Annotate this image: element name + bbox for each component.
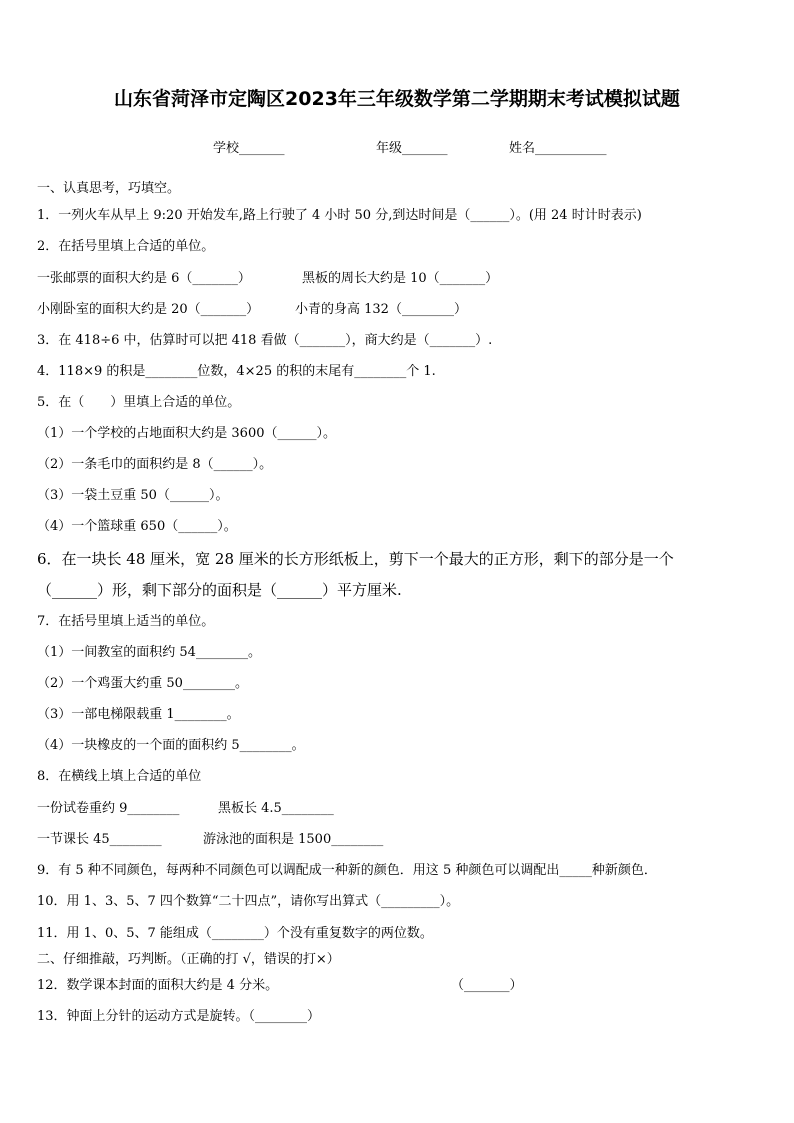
question-9: 9．有 5 种不同颜色，每两种不同颜色可以调配成一种新的颜色．用这 5 种颜色可以调配出_____种新颜色．: [37, 863, 657, 878]
question-8-item-blackboard: 黑板长 4.5________: [218, 801, 334, 816]
question-2-item-height: 小青的身高 132（________）: [295, 302, 467, 317]
question-11: 11．用 1、0、5、7 能组成（________）个没有重复数字的两位数。: [37, 926, 433, 941]
question-2: 2．在括号里填上合适的单位。: [37, 239, 215, 254]
question-7-item-3: （3）一部电梯限载重 1________。: [37, 707, 240, 722]
question-6: 6．在一块长 48 厘米，宽 28 厘米的长方形纸板上，剪下一个最大的正方形，剩下的部分是一个: [37, 550, 674, 568]
question-5-item-4: （4）一个篮球重 650（______）。: [37, 519, 237, 534]
section-2-heading: 二、仔细推敲，巧判断。（正确的打 √，错误的打×）: [37, 952, 340, 967]
question-12: 12．数学课本封面的面积大约是 4 分米。: [37, 978, 279, 993]
question-1: 1．一列火车从早上 9:20 开始发车,路上行驶了 4 小时 50 分,到达时间是（______）。(用 24 时计时表示): [37, 208, 642, 223]
question-7-item-4: （4）一块橡皮的一个面的面积约 5________。: [37, 738, 305, 753]
question-7-item-1: （1）一间教室的面积约 54________。: [37, 645, 261, 660]
question-10: 10．用 1、3、5、7 四个数算“二十四点”，请你写出算式（_________）。: [37, 894, 460, 909]
question-2-item-stamp: 一张邮票的面积大约是 6（_______）: [37, 271, 251, 286]
question-2-item-blackboard: 黑板的周长大约是 10（_______）: [302, 271, 499, 286]
question-13: 13．钟面上分针的运动方式是旋转。（________）: [37, 1009, 321, 1024]
school-field: 学校_______: [213, 141, 285, 156]
page-title: 山东省菏泽市定陶区2023年三年级数学第二学期期末考试模拟试题: [114, 88, 680, 110]
question-8: 8．在横线上填上合适的单位: [37, 769, 202, 784]
question-12-answer-blank: （_______）: [451, 978, 523, 993]
question-7: 7．在括号里填上适当的单位。: [37, 614, 215, 629]
question-5-item-1: （1）一个学校的占地面积大约是 3600（______）。: [37, 426, 336, 441]
question-5-item-2: （2）一条毛巾的面积约是 8（______）。: [37, 457, 273, 472]
question-5: 5．在（ ）里填上合适的单位。: [37, 395, 241, 410]
question-3: 3．在 418÷6 中，估算时可以把 418 看做（_______），商大约是（_______）.: [37, 333, 493, 348]
grade-field: 年级_______: [376, 141, 448, 156]
question-2-item-bedroom: 小刚卧室的面积大约是 20（_______）: [37, 302, 260, 317]
question-8-item-pool: 游泳池的面积是 1500________: [203, 832, 384, 847]
question-4: 4．118×9 的积是________位数，4×25 的积的末尾有________个 1.: [37, 364, 436, 379]
question-6-continued: （______）形，剩下部分的面积是（______）平方厘米.: [37, 581, 402, 599]
question-5-item-3: （3）一袋土豆重 50（______）。: [37, 488, 229, 503]
section-1-heading: 一、认真思考，巧填空。: [37, 181, 181, 196]
name-field: 姓名___________: [509, 141, 607, 156]
question-8-item-lesson: 一节课长 45________: [37, 832, 162, 847]
question-8-item-paper: 一份试卷重约 9________: [37, 801, 180, 816]
question-7-item-2: （2）一个鸡蛋大约重 50________。: [37, 676, 248, 691]
